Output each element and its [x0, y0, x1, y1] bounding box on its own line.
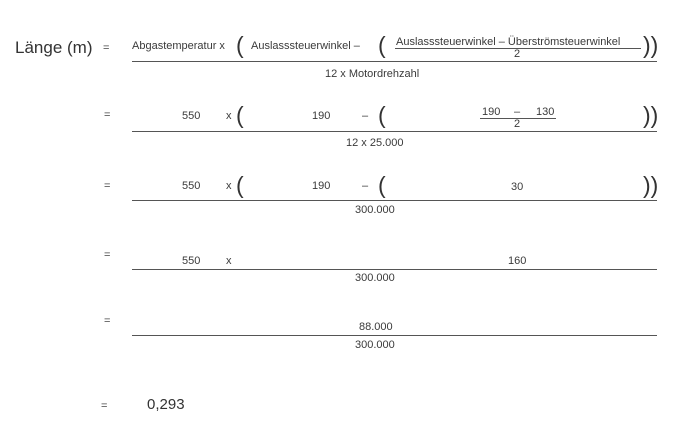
denominator-engine-speed: 12 x Motordrehzahl: [325, 68, 420, 80]
minus-sign: –: [362, 110, 369, 122]
equals-sign: =: [103, 42, 110, 54]
equals-sign: =: [104, 249, 111, 261]
result-value: 0,293: [147, 396, 185, 413]
value-130: 130: [536, 106, 555, 118]
open-parenthesis: (: [236, 32, 244, 58]
denominator-value: 300.000: [355, 272, 395, 284]
close-parentheses: )): [643, 102, 659, 128]
multiply-sign: x: [226, 180, 232, 192]
multiply-sign: x: [226, 255, 232, 267]
open-parenthesis: (: [378, 102, 386, 128]
minus-sign: –: [362, 180, 369, 192]
equals-sign: =: [104, 109, 111, 121]
open-parenthesis: (: [378, 172, 386, 198]
equals-sign: =: [104, 180, 111, 192]
open-parenthesis: (: [378, 32, 386, 58]
multiply-sign: x: [226, 110, 232, 122]
denominator-value: 300.000: [355, 204, 395, 216]
length-label: Länge (m): [15, 38, 93, 57]
value-30: 30: [511, 181, 524, 193]
value-550: 550: [182, 110, 201, 122]
term-exhaust-timing-angle: Auslasssteuerwinkel –: [251, 40, 360, 52]
close-parentheses: )): [643, 32, 659, 58]
value-550: 550: [182, 255, 201, 267]
equals-sign: =: [104, 315, 111, 327]
minus-sign: –: [514, 106, 521, 118]
equals-sign: =: [101, 400, 108, 412]
value-550: 550: [182, 180, 201, 192]
denominator-value: 300.000: [355, 339, 395, 351]
fraction-rule: [132, 200, 657, 201]
subfraction-numerator: Auslasssteuerwinkel – Überströmsteuerwinkel: [396, 36, 621, 48]
value-160: 160: [508, 255, 527, 267]
fraction-rule: [132, 269, 657, 270]
close-parentheses: )): [643, 172, 659, 198]
open-parenthesis: (: [236, 102, 244, 128]
fraction-rule: [132, 61, 657, 62]
subfraction-denominator: 2: [514, 118, 521, 130]
value-190: 190: [312, 110, 331, 122]
value-190: 190: [482, 106, 501, 118]
denominator-value: 12 x 25.000: [346, 137, 404, 149]
fraction-rule: [132, 131, 657, 132]
value-190: 190: [312, 180, 331, 192]
numerator-exhaust-temperature: Abgastemperatur x: [132, 40, 225, 52]
subfraction-denominator: 2: [514, 48, 521, 60]
numerator-value: 88.000: [359, 321, 393, 333]
fraction-rule: [132, 335, 657, 336]
open-parenthesis: (: [236, 172, 244, 198]
